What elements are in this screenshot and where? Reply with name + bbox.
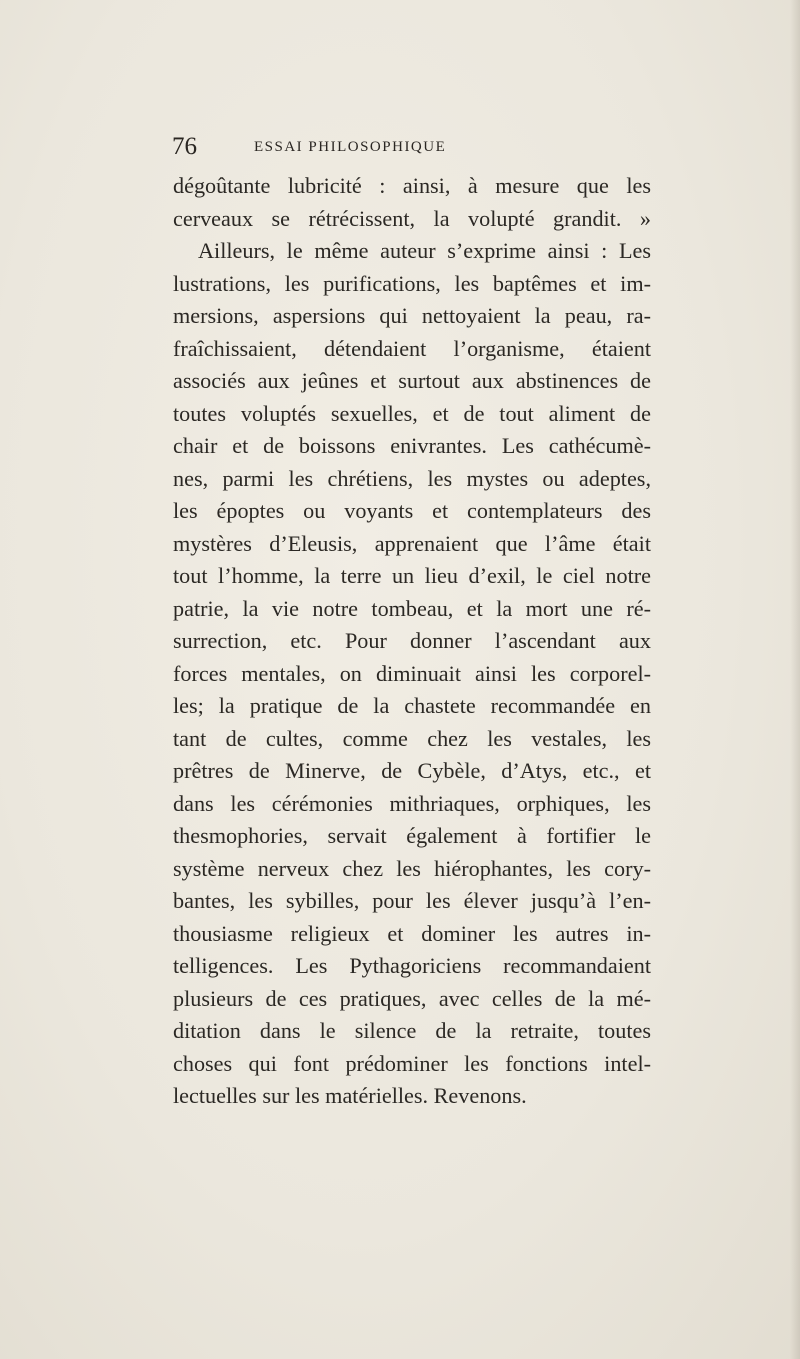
text-line: forces mentales, on diminuait ainsi les corporel- [173,660,651,686]
text-line: tant de cultes, comme chez les vestales, les [173,725,651,751]
text-line: nes, parmi les chrétiens, les mystes ou adeptes, [173,465,651,491]
page-edge-shadow [790,0,800,1359]
text-line: ditation dans le silence de la retraite, toutes [173,1018,651,1043]
text-line: surrection, etc. Pour donner l’ascendant aux [173,628,651,653]
text-line: telligences. Les Pythagoriciens recommandaient [173,953,651,978]
text-line: dans les cérémonies mithriaques, orphiques, les [173,790,651,816]
text-line: les; la pratique de la chastete recommandée en [173,693,651,718]
text-line: thousiasme religieux et dominer les autres in- [173,920,651,946]
text-line: mystères d’Eleusis, apprenaient que l’âme était [173,530,651,556]
running-title: ESSAI PHILOSOPHIQUE [254,139,447,155]
page-number: 76 [172,133,197,160]
body-text [173,170,651,1113]
text-line: lustrations, les purifications, les baptêmes et im- [173,270,651,296]
text-line: thesmophories, servait également à fortifier le [173,823,651,848]
text-line: patrie, la vie notre tombeau, et la mort une ré- [173,595,651,621]
text-line: plusieurs de ces pratiques, avec celles de la mé- [173,985,651,1011]
text-line: choses qui font prédominer les fonctions intel- [173,1050,651,1076]
text-line: chair et de boissons enivrantes. Les cathécumè- [173,433,651,458]
text-line: les époptes ou voyants et contemplateurs des [173,498,651,523]
text-line: fraîchissaient, détendaient l’organisme, étaient [173,335,651,361]
page-header [172,132,662,162]
text-line: associés aux jeûnes et surtout aux abstinences de [173,368,651,393]
text-line: lectuelles sur les matérielles. Revenons. [173,1083,527,1108]
text-line: prêtres de Minerve, de Cybèle, d’Atys, etc., et [173,758,651,783]
text-line: toutes voluptés sexuelles, et de tout aliment de [173,400,651,426]
text-line: mersions, aspersions qui nettoyaient la peau, ra- [173,303,651,328]
text-line: Ailleurs, le même auteur s’exprime ainsi : Les [198,238,651,263]
text-line: système nerveux chez les hiérophantes, les cory- [173,855,651,881]
text-line: dégoûtante lubricité : ainsi, à mesure que les [173,173,651,198]
text-line: tout l’homme, la terre un lieu d’exil, le ciel notre [173,563,651,588]
text-line: bantes, les sybilles, pour les élever jusqu’à l’en- [173,888,651,913]
text-line: cerveaux se rétrécissent, la volupté grandit. » [173,205,651,231]
